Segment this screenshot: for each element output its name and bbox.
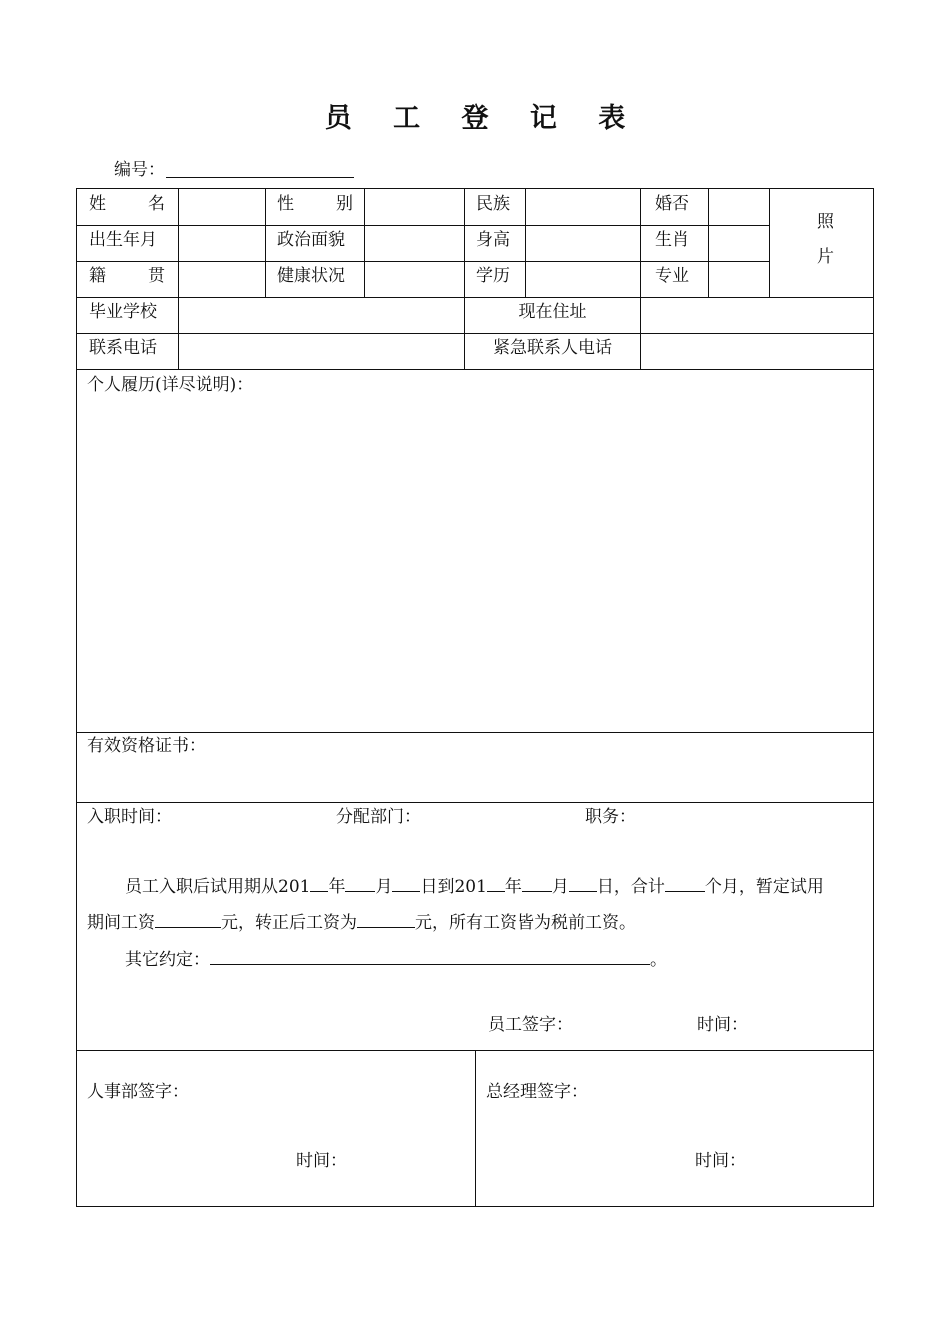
probation-start-year-blank[interactable] [310, 875, 328, 892]
regular-salary-blank[interactable] [357, 911, 415, 928]
probation-start-month-blank[interactable] [345, 875, 375, 892]
height-field[interactable] [527, 226, 639, 260]
zodiac-field[interactable] [710, 226, 768, 260]
native-place-label: 籍 贯 [89, 266, 165, 286]
major-field[interactable] [710, 262, 768, 296]
political-status-field[interactable] [367, 226, 463, 260]
certificates-field[interactable] [77, 759, 874, 801]
department-label: 分配部门： [336, 807, 421, 827]
education-field[interactable] [527, 262, 639, 296]
height-label: 身高 [476, 230, 510, 250]
probation-months-blank[interactable] [665, 875, 705, 892]
emergency-phone-field[interactable] [642, 334, 874, 368]
probation-paragraph-line1: 员工入职后试用期从201 年 月 日到201 年 月 日，合计 个月，暂定试用 [125, 877, 824, 897]
health-label: 健康状况 [277, 266, 345, 286]
phone-field[interactable] [180, 334, 463, 368]
serial-number-label: 编号： [114, 160, 165, 180]
political-status-label: 政治面貌 [277, 230, 345, 250]
marital-status-label: 婚否 [655, 194, 689, 214]
form-title: 员 工 登 记 表 [324, 103, 642, 134]
marital-status-field[interactable] [710, 189, 768, 224]
certificates-label: 有效资格证书： [87, 736, 206, 756]
current-address-field[interactable] [642, 298, 874, 332]
emergency-phone-label: 紧急联系人电话 [493, 338, 612, 358]
native-place-field[interactable] [180, 262, 264, 296]
position-label: 职务： [585, 807, 636, 827]
graduated-school-label: 毕业学校 [89, 302, 157, 322]
name-label: 姓 名 [89, 194, 165, 214]
photo-label-bottom: 片 [817, 247, 834, 267]
probation-start-day-blank[interactable] [392, 875, 420, 892]
employee-signature-time-label: 时间： [697, 1015, 748, 1035]
birth-date-field[interactable] [180, 226, 264, 260]
name-field[interactable] [180, 189, 264, 224]
registration-form [76, 188, 874, 1207]
birth-date-label: 出生年月 [89, 230, 157, 250]
photo-box[interactable] [770, 189, 874, 296]
other-terms-blank[interactable] [210, 948, 650, 965]
gm-signature-label: 总经理签字： [486, 1082, 588, 1102]
current-address-label: 现在住址 [518, 302, 587, 322]
ethnicity-field[interactable] [527, 189, 639, 224]
probation-salary-blank[interactable] [155, 911, 221, 928]
ethnicity-label: 民族 [476, 194, 510, 214]
other-terms-line: 其它约定： 。 [125, 950, 667, 970]
graduated-school-field[interactable] [180, 298, 463, 332]
serial-number-field[interactable] [166, 177, 354, 178]
gender-label: 性 别 [277, 194, 353, 214]
employee-signature-label: 员工签字： [488, 1015, 573, 1035]
probation-end-month-blank[interactable] [522, 875, 552, 892]
probation-paragraph-line2: 期间工资 元，转正后工资为 元，所有工资皆为税前工资。 [87, 913, 636, 933]
resume-label: 个人履历(详尽说明)： [87, 375, 254, 395]
hr-time-label: 时间： [296, 1151, 347, 1171]
hire-date-label: 入职时间： [87, 807, 172, 827]
probation-end-year-blank[interactable] [487, 875, 505, 892]
photo-label-top: 照 [817, 212, 834, 232]
hr-signature-label: 人事部签字： [87, 1082, 189, 1102]
zodiac-label: 生肖 [655, 230, 689, 250]
health-field[interactable] [367, 262, 463, 296]
gender-field[interactable] [367, 189, 463, 224]
probation-end-day-blank[interactable] [569, 875, 597, 892]
education-label: 学历 [476, 266, 510, 286]
major-label: 专业 [655, 266, 689, 286]
resume-field[interactable] [77, 399, 874, 729]
phone-label: 联系电话 [89, 338, 157, 358]
gm-time-label: 时间： [695, 1151, 746, 1171]
